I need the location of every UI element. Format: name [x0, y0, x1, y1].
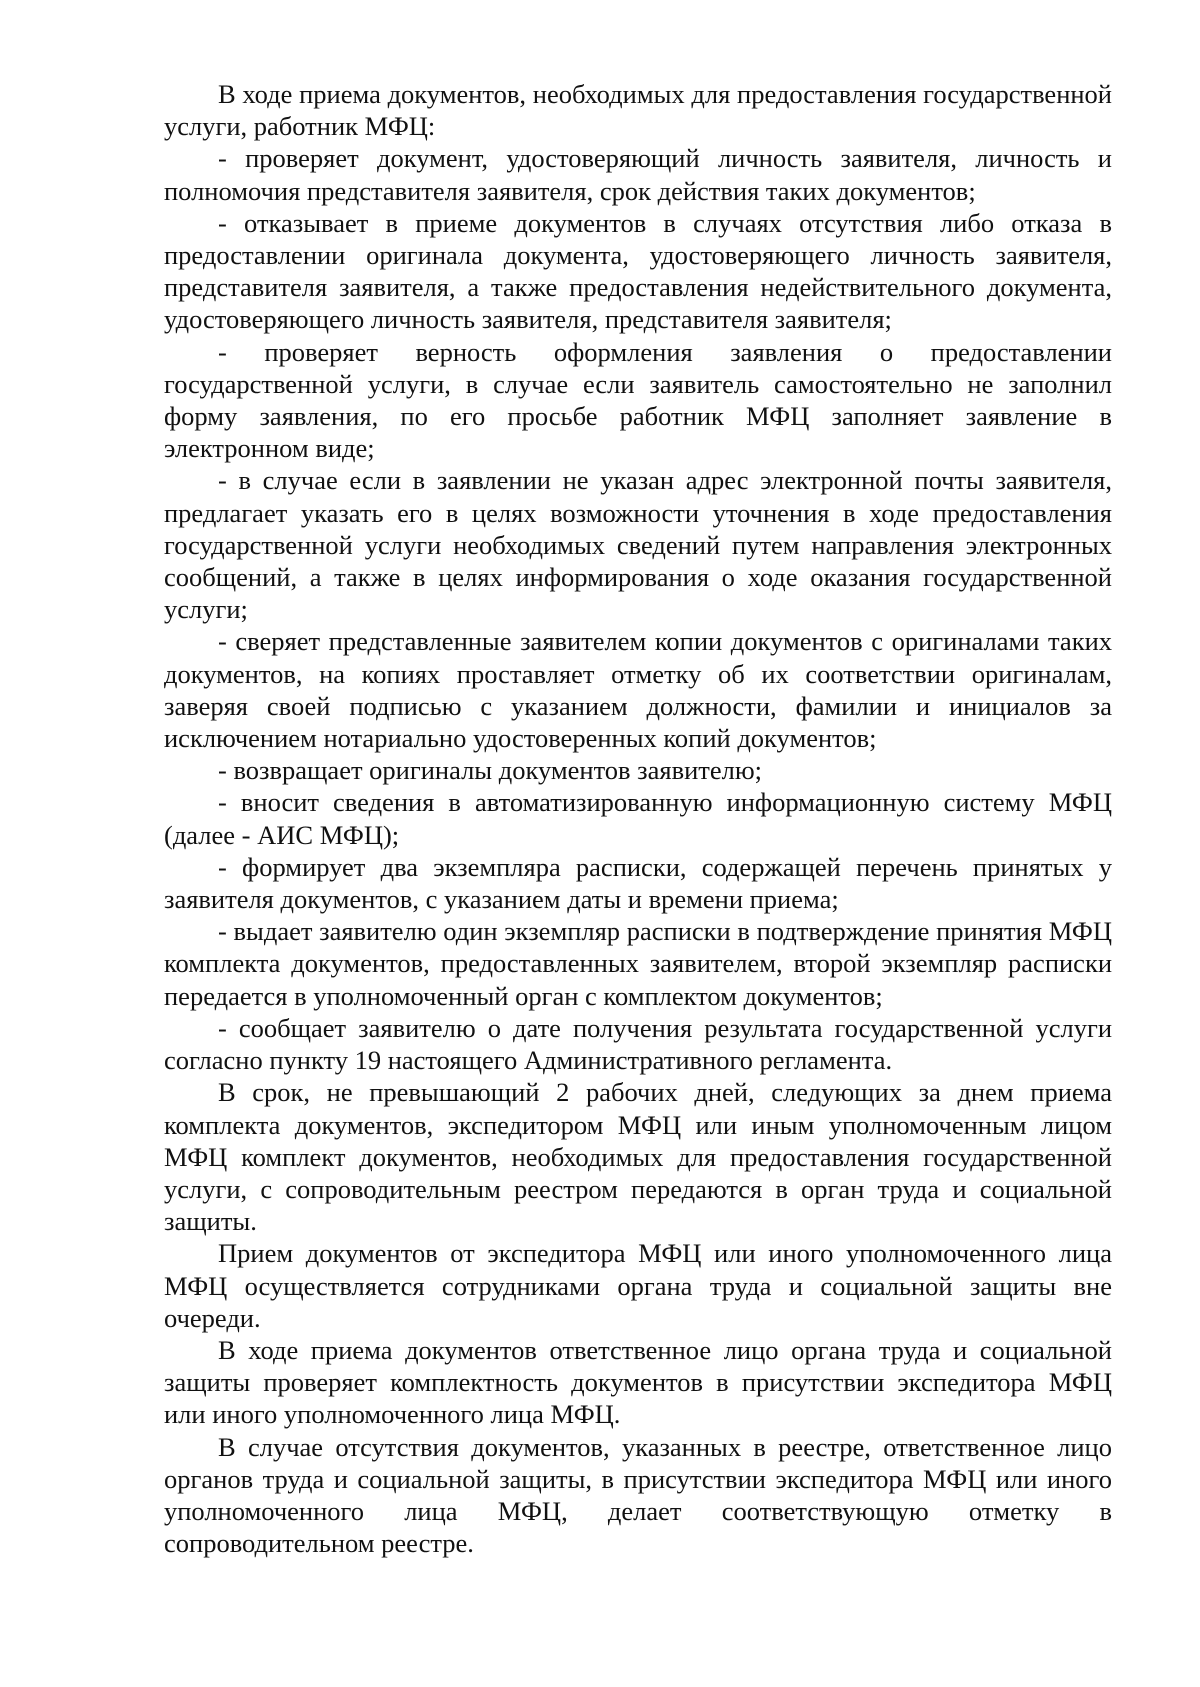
list-item-email-address: - в случае если в заявлении не указан адрес электронной почты заявителя, предлагает указать его в целях возможности уточнения в ходе предоставления государственной услуги необходимых сведений путем направления электронных сообщений, а также в целях информирования о ходе оказания государственной услуги;	[164, 465, 1112, 625]
list-item-verify-copies: - сверяет представленные заявителем копии документов с оригиналами таких документов, на копиях проставляет отметку об их соответствии оригиналам, заверяя своей подписью с указанием должности, фамилии и инициалов за исключением нотариально удостоверенных копий документов;	[164, 626, 1112, 754]
list-item-check-application: - проверяет верность оформления заявления о предоставлении государственной услуги, в случае если заявитель самостоятельно не заполнил форму заявления, по его просьбе работник МФЦ заполняет заявление в электронном виде;	[164, 336, 1112, 464]
paragraph-transfer-term: В срок, не превышающий 2 рабочих дней, следующих за днем приема комплекта документов, экспедитором МФЦ или иным уполномоченным лицом МФЦ комплект документов, необходимых для предоставления государственной услуги, с сопроводительным реестром передаются в орган труда и социальной защиты.	[164, 1077, 1112, 1237]
list-item-issue-receipt: - выдает заявителю один экземпляр расписки в подтверждение принятия МФЦ комплекта документов, предоставленных заявителем, второй экземпляр расписки передается в уполномоченный орган с комплектом документов;	[164, 916, 1112, 1011]
list-item-enter-ais: - вносит сведения в автоматизированную информационную систему МФЦ (далее - АИС МФЦ);	[164, 787, 1112, 850]
list-item-inform-date: - сообщает заявителю о дате получения результата государственной услуги согласно пункту 19 настоящего Административного регламента.	[164, 1012, 1112, 1076]
list-item-form-receipts: - формирует два экземпляра расписки, содержащей перечень принятых у заявителя документов, с указанием даты и времени приема;	[164, 851, 1112, 915]
paragraph-completeness-check: В ходе приема документов ответственное лицо органа труда и социальной защиты проверяет комплектность документов в присутствии экспедитора МФЦ или иного уполномоченного лица МФЦ.	[164, 1334, 1112, 1430]
list-item-refuse-acceptance: - отказывает в приеме документов в случаях отсутствия либо отказа в предоставлении оригинала документа, удостоверяющего личность заявителя, представителя заявителя, а также предоставления недействительного документа, удостоверяющего личность заявителя, представителя заявителя;	[164, 207, 1112, 335]
paragraph-reception-order: Прием документов от экспедитора МФЦ или иного уполномоченного лица МФЦ осуществляется сотрудниками органа труда и социальной защиты вне очереди.	[164, 1238, 1112, 1333]
paragraph-missing-documents: В случае отсутствия документов, указанных в реестре, ответственное лицо органов труда и социальной защиты, в присутствии экспедитора МФЦ или иного уполномоченного лица МФЦ, делает соответствующую отметку в сопроводительном реестре.	[164, 1431, 1112, 1559]
paragraph-intro: В ходе приема документов, необходимых для предоставления государственной услуги, работник МФЦ:	[164, 79, 1112, 142]
document-page	[164, 78, 1112, 1559]
list-item-return-originals: - возвращает оригиналы документов заявителю;	[218, 755, 763, 786]
list-item-check-identity: - проверяет документ, удостоверяющий личность заявителя, личность и полномочия представителя заявителя, срок действия таких документов;	[164, 143, 1112, 206]
